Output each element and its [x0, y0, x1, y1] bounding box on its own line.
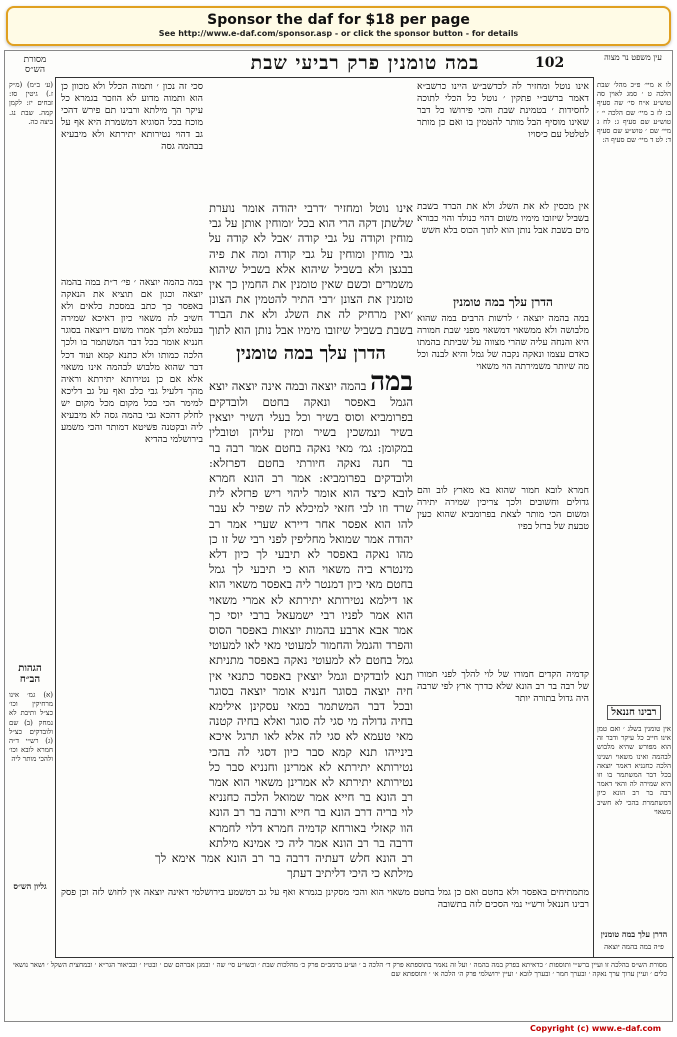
sponsor-title[interactable]: Sponsor the daf for $18 per page — [207, 12, 470, 28]
rashi-top-text: אינו נוטל ומחזיר לה לכדשב״ש היינו כרשב״א דאמר ברשב״י פתקין ׳ נוטל כל הכלי לתוכה לחסידות ׳ בטמינת שבת והכי פירושו כל דבר שאינו מוסיף הבל מותר להטמין בו ואם כן מותר לטלטל עם כיסויו — [417, 81, 589, 141]
main-hadran-text: הדרן עלך במה טומנין — [236, 343, 386, 364]
sponsor-button[interactable] — [6, 6, 671, 46]
masoret-hashas-label: מסורת הש״ס — [23, 55, 47, 75]
masoret-text: (ע׳ ב״מ) (מ״ק ז.) גיטין סז: זבחים יז: לקמן קמה. שבת נג. ביצה כה. — [9, 81, 53, 126]
rashi-chamra — [417, 485, 589, 665]
rashi-bema — [417, 313, 589, 481]
masoret-hashas — [9, 81, 53, 641]
tosafot-main — [61, 277, 203, 847]
tosafot-top — [61, 81, 203, 271]
right-bottom-label — [597, 943, 671, 951]
gemara-footer-text: רב הונא חלש דעתיה דרבה בר רב הונא אמר אימא לך מילתא כי היכי דליתיב דעתך — [155, 851, 413, 881]
ein-mishpat-label: עין משפט נר מצוה — [604, 53, 662, 62]
rashi-hadran — [417, 295, 589, 310]
rabbeinu-chananel-title: רבינו חננאל — [607, 705, 660, 720]
haghot-heading-text: הגהות הב״ח — [18, 663, 42, 685]
right-hadran — [597, 929, 671, 939]
rashi-kdima-text: קדמיה הקדים חמורו של לוי להלך לפני חמורו של רבה בר רב הונא שלא כדרך ארץ לפי שרבה היה גדול בתורה יותר — [417, 669, 589, 705]
gemara-main-block2 — [209, 369, 413, 849]
gemara-text-1: אינו נוטל ומחזיר ׳דרבי יהודה אומר נוערת שלשתן דקה הרי הוא בכל ׳ומוחין אותן על גבי מוחין וקודה על גבי קודה ׳אבל לא קודה על גבי מוחין ומוחין על גבי קודה ומה את פיה בבגצן ולא בשביל שיהוא אלא בשביל שיהוא משמרים וכשם שאין טומנין את החמין כך אין טומנין את הצונן ׳רבי התיר להטמין את הצונן ׳ואין מרחיק לה את השלג ולא את הברד בשבת בשביל שיזובו מימיו אבל נותן הוא לתוך — [209, 201, 413, 337]
gemara-text-2 — [209, 369, 413, 849]
ein-mishpat — [597, 81, 671, 701]
haghot-text: (א) גמ׳ אינו מרחיקין וכו׳ כצ״ל ותיבת לא נמחק (ב) שם ולובדקים כצ״ל (ג) רש״י ד״ה חמרא לובא וכו׳ ולהכי מותר ליה — [9, 691, 53, 764]
tosafot-top-text: סכי זה נכון ׳ ותמוה הכלל ולא מכוון כן הוא ותמוה מדוע לא הוזכר בגמרא כל עיקר הך מילתא ורבינו תם פירש דהכי מוכח בכל הסוגיא דמשמרת היא אף על גב דהוי נטירותא יתירתא ולא מיבעיא בבהמה גסה — [61, 81, 203, 153]
rabbeinu-chananel-text: אין טומנין בשלג ׳ ואם טמן אינו חייב כל עיקר ודבר זה הוא מפורש שהיא מלבוש לבהמה ואינו משאוי ושנינו הלכה כחנניא דאמר יוצאה בכל דבר המשתמר בו וזו היא שמירה לה והאי דאמר רבה בר רב הונא כיון דמשתמרת בהכי לא חשיב משאוי — [597, 725, 671, 816]
right-hadran-text: הדרן עלך במה טומנין — [600, 929, 668, 939]
sponsor-subtitle[interactable]: See http://www.e-daf.com/sponsor.asp - or click the sponsor button - for details — [158, 29, 519, 38]
ein-mishpat-text: לו א מיי׳ פ״כ מהל׳ שבת הלכה ט ׳ סמג לאוין סה טוש״ע א״ח סי׳ שה סעיף ב: לז ב מיי׳ שם הלכה י׳ ׳ טוש״ע שם סעיף ג: לח ג מיי׳ שם ׳ טוש״ע שם סעיף ד: לט ד מיי׳ שם סעיף ה: — [597, 81, 671, 145]
rashi-hadran-text: הדרן עלך במה טומנין — [453, 295, 553, 309]
rashi-kdima — [417, 669, 589, 809]
haghot-habach — [9, 691, 53, 871]
talmud-page — [4, 50, 673, 1022]
bottom-notes — [13, 961, 667, 1019]
rashi-bema-text: במה בהמה יוצאה ׳ לרשות הרבים במה שהוא מלבושה ולא ממשאוי דמשאוי מפני שבת חמורה היא והנחה עליה שהרי מצווה על שביתת בהמתו כאדם עצמו ונאקה נקבה של גמל והיא לבנה וכל מה שיותר משמירתה הוי משאוי — [417, 313, 589, 373]
left-margin-divider — [55, 77, 56, 957]
running-head: במה טומנין פרק רביעי שבת — [250, 52, 480, 74]
gilyon-text: גליון הש״ס — [13, 881, 47, 891]
rashi-ein — [417, 201, 589, 291]
rashi-top — [417, 81, 589, 199]
bottom-notes-rule — [55, 957, 674, 958]
rabbeinu-chananel-heading — [597, 707, 671, 718]
rabbeinu-chananel — [597, 725, 671, 925]
rashi-ein-text: אין מכסין לא את השלג ולא את הברד בשבת בשביל שיזובו מימיו משום דהוי כנולד והוי כבורא מים בשבת אבל נותן הוא לתוך הכוס בלא חשש — [417, 201, 589, 237]
tosafot-bottom — [61, 887, 589, 953]
rashi-chamra-text: חמרא לובא חמור שהוא בא מארץ לוב והם גדולים וחשובים ולכך צריכין שמירה יתירה ומשום הכי מותר לצאת בפרומביא שהוא כעין טבעת של ברזל בפיו — [417, 485, 589, 533]
bottom-notes-text: מסורת הש״ס בהלכה זו ועיין ברש״י ותוספות ׳ כדאיתא בפרק במה בהמה ׳ ועל זה נאמר בתוספתא פרק ד׳ הלכה ב ׳ וע״ע ברמב״ם פרק כ׳ מהלכות שבת ׳ ובשו״ע סי׳ שה ׳ ובמגן אברהם שם ׳ ובט״ז ׳ ובביאור הגר״א ׳ ובמחצית השקל ׳ ושאר נושאי כלים ׳ ועיין ערוך ערך נאקה ׳ ובערך חמר ׳ ובערך לובא ׳ ועיין ירושלמי פרק ה׳ הלכה א׳ ׳ ותוספתא שם — [13, 961, 667, 979]
gilyon-hashas — [7, 881, 53, 891]
copyright-link[interactable]: Copyright (c) www.e-daf.com — [530, 1024, 662, 1033]
gemara-text-2-body: בהמה יוצאה ובמה אינה יוצאה יוצא הגמל באפסר ונאקה בחטם ולובדקים בפרומביא וסוס בשיר וכל בעלי השיר יוצאין בשיר ונמשכין בשיר ומזין עליהן וטובלין במקומן: גמ׳ מאי נאקה בחטם אמר רבה בר בר חנה נאקה חיורתי בחטם דפרזלא: ולובדקים בפרומביא: אמר רב הונא חמרא לובא כיצד הוא אומר ליהוי ריש פרזלא לית שרד וזו לבי חזאי למיכלא לה שפיר לא עבר להו הוא אפסר אחר דיירא שערי אמר רב יהודה אמר שמואל מחליפין לפני רבי של זו כן מהו נאקה באפסר לא תיבעי לך כיון דלא מינטרא ביה משאוי הוא כי תיבעי לך גמל בחטם מאי כיון דמנטר ליה באפסר משאוי הוא או דילמא נטירותא יתירתא לא אמרי משאוי הוא אמר לפניו רבי ישמעאל ברבי יוסי כך אמר אבא ארבע בהמות יוצאות באפסר הסוס והפרד והגמל והחמור למעוטי מאי לאו למעוטי גמל בחטם לא למעוטי נאקה באפסר מתניתא תנא לובדקים וגמל יוצאין באפסר כתנאי אין חיה יוצאה בסוגר חנניא אומר יוצאה בסוגר ובכל דבר המשתמר במאי עסקינן אילימא בחיה גדולה מי סגי לה סוגר ואלא בחיה קטנה מאי טעמא לא סגי לה אלא לאו תרגל איכא בינייהו תנא קמא סבר כיון דסגי לה בהכי נטירותא יתירתא לא אמרינן וחנניא סבר כל נטירותא יתירתא לא אמרינן משאוי הוא אמר רב הונא בר חייא אמר שמואל הלכה כחנניא לוי בריה דרב הונא בר חייא ורבה בר רב הונא הוו קאזלי באורחא קדמיה חמרא דלוי לחמרא דרבה בר רב הונא אמר ליה כי אמינא מילתא — [209, 379, 413, 849]
haghot-habach-heading — [7, 663, 53, 685]
page-number: 102 — [535, 55, 565, 71]
gemara-main-block1 — [209, 201, 413, 339]
opening-word: במה — [370, 369, 413, 397]
tosafot-bottom-text: מתמתיחים באפסר ולא בחטם ואם כן גמל בחטם משאוי הוא והכי מסקינן בגמרא ואף על גב דמשמע בירושלמי דאינה יוצאה אין לחוש לזה וכן פסק רבינו חננאל ורש״י נמי הסכים לזה בתשובה — [61, 887, 589, 911]
right-bottom-text: פ״ה במה בהמה יוצאה — [604, 943, 664, 951]
right-margin-divider — [593, 77, 594, 957]
main-hadran — [209, 343, 413, 364]
tosafot-main-text: במה בהמה יוצאה ׳ פי׳ ר״ת במה בהמה יוצאה וכגון אם תוציא את הנאקה באפסר כך כתב במסכת כלאים ולא חשיב לה משאוי כיון דאיכא שמירה בעלמא ולכך אמרו משום דיוצאה בסוגר חנניא אומר בכל דבר המשתמר בו ולכך הלכה כמותו ולא כתנא קמא ועוד דכל דבר שהוא מלבוש לבהמה אינו משאוי אלא אם כן נטירותא יתירתא וראיה מהך דלעיל גבי כלב ואף על גב דליכא למימר הכי בכל מקום מכל מקום יש לחלק דהכא גבי בהמה גסה לא מיבעיא ליה ובקטנה פשיטא דמותר והכי משמע בירושלמי בהדיא — [61, 277, 203, 446]
gemara-footer-line — [155, 851, 413, 883]
page-header — [5, 51, 674, 77]
header-rule — [55, 77, 593, 78]
